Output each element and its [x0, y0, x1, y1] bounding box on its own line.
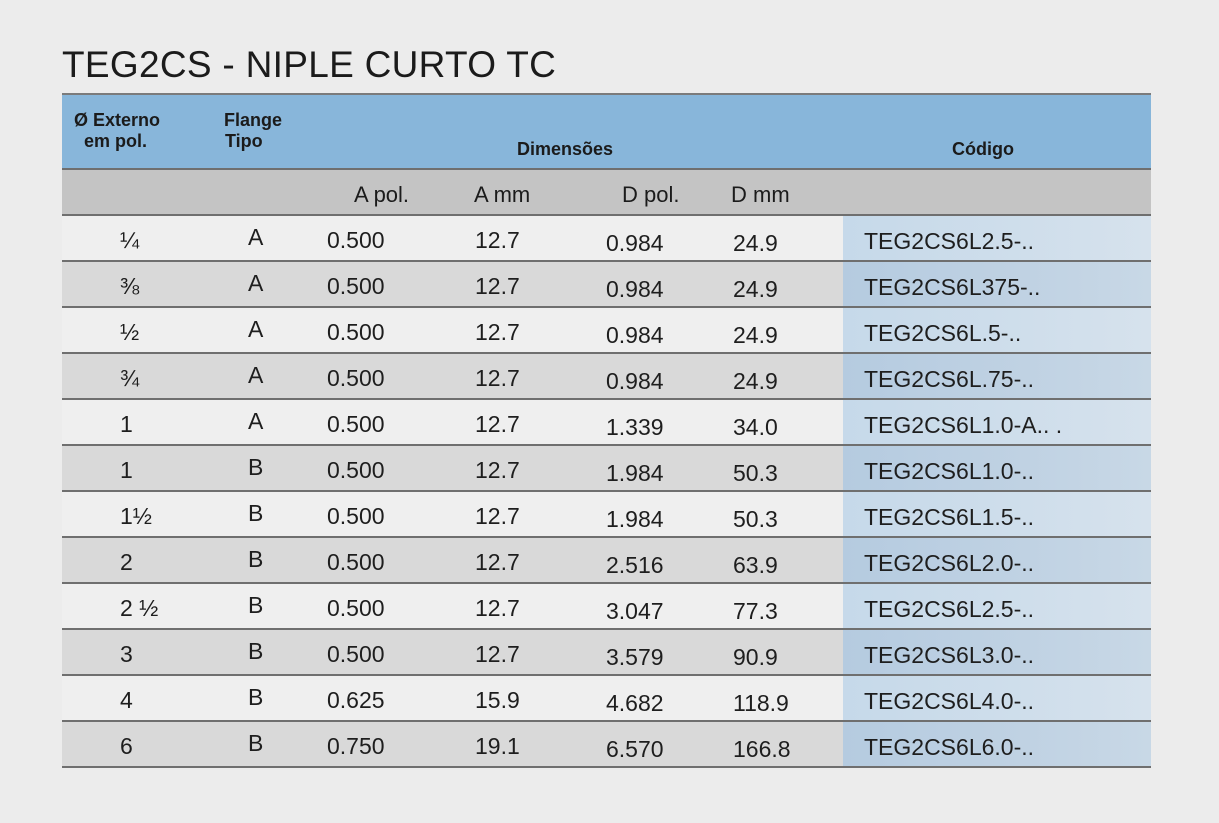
cell-externo: 2 — [120, 549, 133, 575]
cell-d-mm: 24.9 — [733, 322, 778, 348]
cell-flange-tipo: B — [248, 500, 264, 526]
cell-codigo: TEG2CS6L3.0-.. — [864, 642, 1035, 668]
cell-codigo: TEG2CS6L2.5-.. — [864, 596, 1035, 622]
table-row — [62, 722, 1151, 768]
cell-d-mm: 166.8 — [733, 736, 791, 762]
cell-codigo: TEG2CS6L1.0-.. — [864, 458, 1035, 484]
cell-externo: 1 — [120, 411, 133, 437]
subheader-d-pol: D pol. — [622, 182, 680, 207]
cell-d-pol: 6.570 — [606, 736, 664, 762]
cell-d-mm: 77.3 — [733, 598, 778, 624]
cell-a-pol: 0.500 — [327, 273, 385, 299]
cell-flange-tipo: A — [248, 362, 264, 388]
cell-a-mm: 12.7 — [475, 365, 520, 391]
table-row — [62, 400, 1151, 446]
cell-codigo: TEG2CS6L1.0-A.. . — [864, 412, 1063, 438]
cell-externo: ¼ — [120, 227, 140, 253]
subheader-a-pol: A pol. — [354, 182, 410, 207]
cell-a-mm: 12.7 — [475, 457, 520, 483]
cell-codigo: TEG2CS6L2.0-.. — [864, 550, 1035, 576]
cell-externo: 3 — [120, 641, 133, 667]
cell-d-pol: 4.682 — [606, 690, 664, 716]
cell-d-mm: 50.3 — [733, 460, 778, 486]
cell-a-mm: 19.1 — [475, 733, 520, 759]
cell-d-pol: 3.579 — [606, 644, 664, 670]
subheader-a-mm: A mm — [474, 182, 531, 207]
table-row — [62, 584, 1151, 630]
table-row — [62, 538, 1151, 584]
table-row — [62, 676, 1151, 722]
cell-codigo: TEG2CS6L6.0-.. — [864, 734, 1035, 760]
cell-flange-tipo: A — [248, 316, 264, 342]
cell-d-pol: 1.984 — [606, 506, 664, 532]
cell-a-mm: 12.7 — [475, 503, 520, 529]
table-row — [62, 492, 1151, 538]
cell-d-pol: 0.984 — [606, 368, 664, 394]
cell-codigo: TEG2CS6L.5-.. — [864, 320, 1022, 346]
cell-externo: 4 — [120, 687, 133, 713]
cell-a-mm: 12.7 — [475, 641, 520, 667]
cell-d-mm: 118.9 — [733, 690, 789, 716]
cell-a-mm: 12.7 — [475, 319, 520, 345]
table-row — [62, 262, 1151, 308]
cell-a-mm: 12.7 — [475, 595, 520, 621]
cell-flange-tipo: B — [248, 546, 264, 572]
header-ext-line2: em pol. — [84, 131, 148, 151]
cell-d-mm: 24.9 — [733, 276, 778, 302]
cell-a-pol: 0.500 — [327, 641, 385, 667]
cell-d-pol: 3.047 — [606, 598, 664, 624]
cell-externo: 6 — [120, 733, 133, 759]
cell-a-mm: 12.7 — [475, 549, 520, 575]
cell-externo: 1½ — [120, 503, 152, 529]
cell-d-mm: 34.0 — [733, 414, 778, 440]
table-row — [62, 308, 1151, 354]
cell-d-pol: 2.516 — [606, 552, 664, 578]
cell-d-pol: 0.984 — [606, 230, 664, 256]
cell-d-mm: 63.9 — [733, 552, 778, 578]
subheader-d-mm: D mm — [731, 182, 790, 207]
cell-externo: ⅜ — [120, 273, 140, 299]
header-flange-line1: Flange — [224, 110, 283, 130]
header-dimensoes: Dimensões — [517, 139, 614, 159]
cell-a-pol: 0.500 — [327, 595, 385, 621]
table-header — [62, 93, 1151, 170]
cell-d-pol: 1.339 — [606, 414, 664, 440]
cell-flange-tipo: A — [248, 270, 264, 296]
cell-a-pol: 0.500 — [327, 549, 385, 575]
cell-codigo: TEG2CS6L4.0-.. — [864, 688, 1035, 714]
cell-a-pol: 0.500 — [327, 319, 385, 345]
table-row — [62, 216, 1151, 262]
cell-a-mm: 15.9 — [475, 687, 520, 713]
cell-flange-tipo: B — [248, 592, 264, 618]
cell-d-pol: 1.984 — [606, 460, 664, 486]
cell-d-mm: 24.9 — [733, 230, 778, 256]
table-row — [62, 354, 1151, 400]
cell-codigo: TEG2CS6L.75-.. — [864, 366, 1035, 392]
header-flange-line2: Tipo — [225, 131, 263, 151]
cell-a-pol: 0.500 — [327, 411, 385, 437]
page-title: TEG2CS - NIPLE CURTO TC — [62, 44, 557, 85]
cell-d-pol: 0.984 — [606, 322, 664, 348]
cell-a-mm: 12.7 — [475, 273, 520, 299]
cell-d-mm: 50.3 — [733, 506, 778, 532]
cell-externo: 1 — [120, 457, 133, 483]
cell-codigo: TEG2CS6L375-.. — [864, 274, 1041, 300]
cell-externo: ½ — [120, 319, 140, 345]
cell-flange-tipo: B — [248, 730, 264, 756]
cell-a-mm: 12.7 — [475, 227, 520, 253]
cell-externo: 2 ½ — [120, 595, 159, 621]
cell-a-pol: 0.500 — [327, 457, 385, 483]
table-row — [62, 446, 1151, 492]
cell-a-pol: 0.625 — [327, 687, 385, 713]
cell-flange-tipo: A — [248, 224, 264, 250]
cell-flange-tipo: B — [248, 684, 264, 710]
cell-a-pol: 0.500 — [327, 365, 385, 391]
table-subheader — [62, 170, 1151, 216]
cell-d-mm: 90.9 — [733, 644, 778, 670]
cell-a-pol: 0.750 — [327, 733, 385, 759]
cell-flange-tipo: B — [248, 454, 264, 480]
cell-a-mm: 12.7 — [475, 411, 520, 437]
dimensions-table — [62, 93, 1151, 768]
cell-d-mm: 24.9 — [733, 368, 778, 394]
header-codigo: Código — [952, 139, 1014, 159]
cell-d-pol: 0.984 — [606, 276, 664, 302]
cell-a-pol: 0.500 — [327, 503, 385, 529]
table-body — [62, 216, 1151, 768]
cell-flange-tipo: A — [248, 408, 264, 434]
cell-externo: ¾ — [120, 365, 140, 391]
cell-codigo: TEG2CS6L2.5-.. — [864, 228, 1035, 254]
cell-codigo: TEG2CS6L1.5-.. — [864, 504, 1035, 530]
table-row — [62, 630, 1151, 676]
header-ext-line1: Ø Externo — [74, 110, 161, 130]
cell-flange-tipo: B — [248, 638, 264, 664]
cell-a-pol: 0.500 — [327, 227, 385, 253]
